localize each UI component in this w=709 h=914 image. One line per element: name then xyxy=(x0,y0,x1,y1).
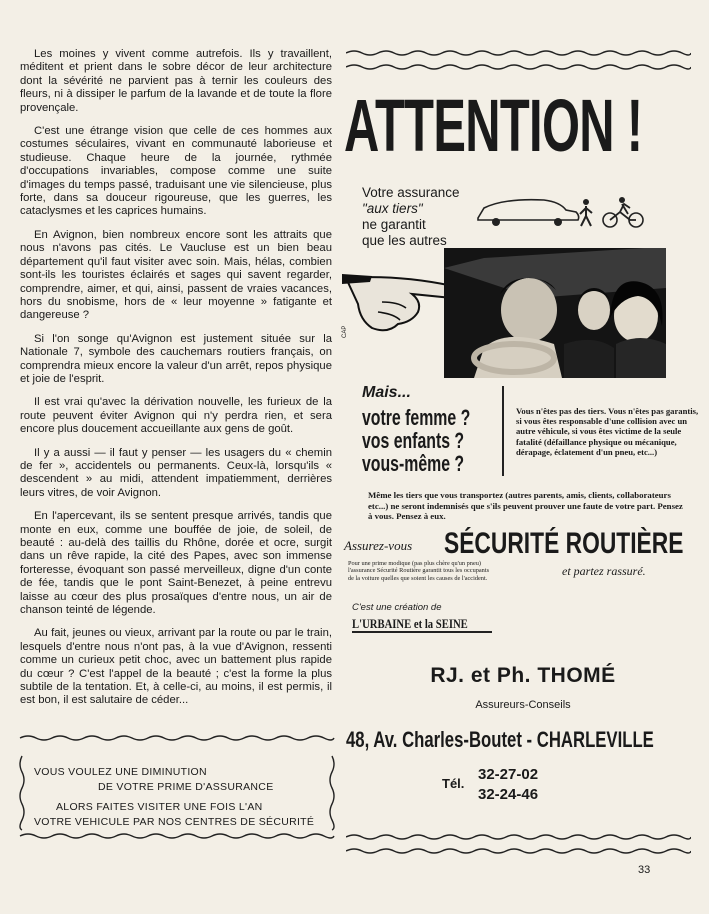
article-paragraph: Si l'on songe qu'Avignon est justement située sur la Nationale 7, symbole des cauchemars routiers français, on comprendra mieux encore la valeur d'un arrêt, repos physique et joie de l'esprit. xyxy=(20,332,332,385)
question-line: vos enfants ? xyxy=(362,428,465,453)
assurez-text: Assurez-vous xyxy=(344,538,413,553)
questions xyxy=(362,406,522,475)
notice-line-3: ALORS FAITES VISITER UNE FOIS L'AN xyxy=(56,801,263,813)
road-users-icon xyxy=(474,194,674,230)
agent-address: 48, Av. Charles-Boutet - CHARLEVILLE xyxy=(346,727,654,752)
bottom-wavy-rule xyxy=(346,832,691,858)
photo-credit: CAP xyxy=(342,325,348,338)
page-number: 33 xyxy=(638,864,651,876)
tel-number: 32-27-02 xyxy=(478,766,539,783)
company-name: L'URBAINE et la SEINE xyxy=(352,616,468,629)
mais-text: Mais... xyxy=(362,384,411,401)
intro-line: Votre assurance xyxy=(362,185,460,200)
ad-intro xyxy=(362,185,460,249)
question-line: votre femme ? xyxy=(362,405,471,430)
agent-title: Assureurs-Conseils xyxy=(475,699,571,711)
brand-name: SÉCURITÉ ROUTIÈRE xyxy=(444,527,684,560)
brand-wrap xyxy=(444,527,684,561)
article-paragraph: Il y a aussi — il faut y penser — les usagers du « chemin de fer », accidentels ou permanents. Ceux-là, lorsqu'ils « descendent » au midi, attendent impatiemment, derrières leurs vitres, de voir Avignon. xyxy=(20,446,332,499)
divider xyxy=(502,386,504,476)
family-photo xyxy=(444,248,666,378)
notice-line-1: VOUS VOULEZ UNE DIMINUTION xyxy=(34,766,207,778)
article-paragraph: Les moines y vivent comme autrefois. Ils y travaillent, méditent et prient dans le sobre décor de leur architecture dont la sévérité ne parvient pas à ternir les couleurs des fleurs, ni à dissiper le parfum de la lavande et de toute la flore provençale. xyxy=(20,48,332,114)
article-paragraph: En l'apercevant, ils se sentent presque arrivés, tandis que monte en eux, comme une bouffée de joie, de soleil, de beauté : au-delà des taillis du Rhône, dorée et ocre, surgit dans un rêve rapide, la cité des Papes, avec son immense forteresse, évoquant son passé merveilleux, digne d'un conte de fée, tandis que le pont Saint-Benezet, à peine entrevu laisse au cœur des plus prosaïques d'entre nous, un air de chanson teinté de légende. xyxy=(20,510,332,617)
article-column xyxy=(20,48,332,718)
small-print: Pour une prime modique (pas plus chère qu'un pneu) l'assurance Sécurité Routière garantit tous les occupants de la voiture quelles que soient les causes de l'accident. xyxy=(348,560,490,582)
agent-name: RJ. et Ph. THOMÉ xyxy=(430,664,616,687)
family-photo-illustration xyxy=(444,248,666,378)
notice-line-2: DE VOTRE PRIME D'ASSURANCE xyxy=(98,781,274,793)
question-line: vous-même ? xyxy=(362,451,465,476)
top-wavy-rule xyxy=(346,48,691,74)
intro-line: ne garantit xyxy=(362,217,426,232)
article-paragraph: Au fait, jeunes ou vieux, arrivant par la route ou par le train, lesquels d'entre nous n'ont pas, à la vue d'Avignon, ressenti comme un curieux petit choc, avec un battement plus rapide du cœur ? C'est l'appel de la beauté ; c'est la forme la plus subtile de la tentation. Et, à celle-ci, au moins, il est permis, il est bon, il est salutaire de céder... xyxy=(20,627,332,707)
headline: ATTENTION ! xyxy=(344,86,643,166)
tiers-note: Même les tiers que vous transportez (autres parents, amis, clients, collaborateurs etc...) ne seront indemnisés que s'ils peuvent prouver une faute de votre part. Pensez à vous. Pensez à eux. xyxy=(368,490,683,522)
article-paragraph: En Avignon, bien nombreux encore sont les attraits que nous n'avons pas cités. Le Vaucluse est un bien beau département qu'il faut visiter avec soin. Mais, hélas, combien sont-ils les touristes éclairés et sages qui savent regarder, comprendre, aimer, et qui, ainsi, passent de vraies vacances, hors du snobisme, hors de « leur moyenne » fatigante et dangereuse ? xyxy=(20,228,332,322)
notice-box xyxy=(18,734,336,840)
intro-line: que les autres xyxy=(362,233,447,248)
partez-text: et partez rassuré. xyxy=(562,564,646,578)
company-wrap xyxy=(352,615,492,629)
tel-label: Tél. xyxy=(442,776,465,791)
article-paragraph: C'est une étrange vision que celle de ces hommes aux costumes séculaires, vivant en communauté laborieuse et studieuse. Chaque heure de la journée, rythmée d'occupations invariables, compose comme une suite d'images du temps passé, traduisant une vie silencieuse, plus forte, dans sa douceur rigoureuse, que les guerres, les cataclysmes et les caprices humains. xyxy=(20,125,332,218)
headline-wrap xyxy=(344,86,694,166)
intro-line: "aux tiers" xyxy=(362,201,423,216)
insurance-ad xyxy=(340,0,709,914)
notice-line-4: VOTRE VEHICULE PAR NOS CENTRES DE SÉCURITÉ xyxy=(34,816,315,828)
side-note: Vous n'êtes pas des tiers. Vous n'êtes pas garantis, si vous êtes responsable d'une collision avec un autre véhicule, si vous êtes victime de la seule fatalité (défaillance physique ou mécanique, dérapage, éclatement d'un pneu, etc...) xyxy=(516,406,699,457)
article-paragraph: Il est vrai qu'avec la dérivation nouvelle, les furieux de la route peuvent éviter Avignon qui n'y perdra rien, et sera encore plus doucement accueillante aux gens de goût. xyxy=(20,396,332,436)
creation-text: C'est une création de xyxy=(352,602,442,613)
company-underline xyxy=(352,631,492,633)
tel-number: 32-24-46 xyxy=(478,786,539,803)
agent-address-wrap xyxy=(346,727,706,753)
